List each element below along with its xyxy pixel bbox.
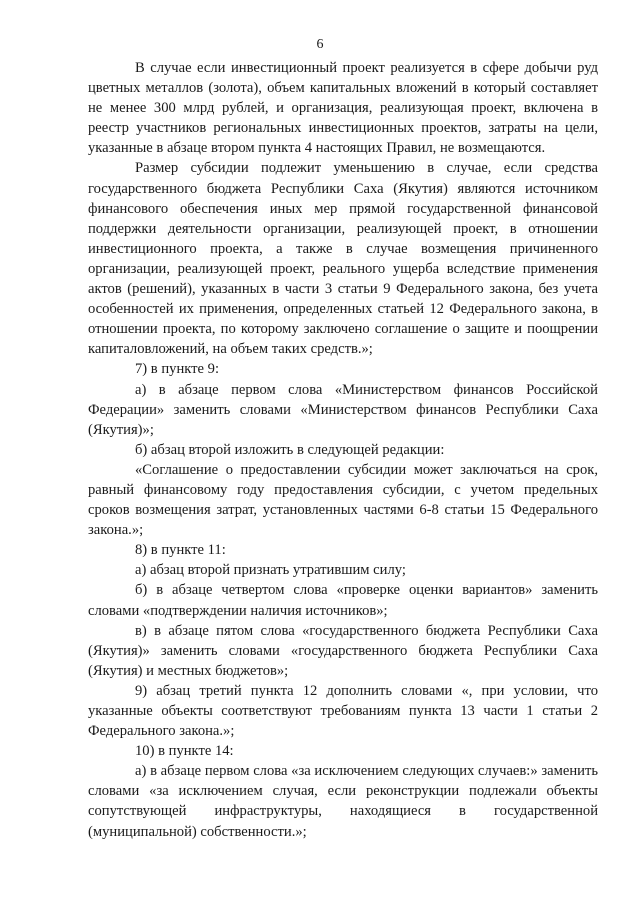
paragraph-item-8v: в) в абзаце пятом слова «государственного бюджета Республики Саха (Якутия)» заменить словами «государственного бюджета Республики Саха (Якутия) и местных бюджетов»;	[88, 622, 598, 679]
document-body	[88, 58, 598, 842]
paragraph-item-9: 9) абзац третий пункта 12 дополнить словами «, при условии, что указанные объекты соответствуют требованиям пункта 13 части 1 статьи 2 Федерального закона.»;	[88, 682, 598, 740]
paragraph-agreement-quote: «Соглашение о предоставлении субсидии может заключаться на срок, равный финансовому году предоставления субсидии, с учетом предельных сроков возмещения затрат, установленных частями 6-8 статьи 15 Федерального закона.»;	[88, 461, 598, 539]
paragraph-item-7: 7) в пункте 9:	[135, 361, 220, 378]
paragraph-item-8a: а) абзац второй признать утратившим силу;	[135, 562, 406, 579]
paragraph-item-7a: а) в абзаце первом слова «Министерством финансов Российской Федерации» заменить словами «Министерством финансов Республики Саха (Якутия)»;	[88, 381, 598, 438]
paragraph-item-10: 10) в пункте 14:	[135, 743, 234, 760]
paragraph-item-7b: б) абзац второй изложить в следующей редакции:	[135, 441, 445, 458]
paragraph-item-8b: б) в абзаце четвертом слова «проверке оценки вариантов» заменить словами «подтверждении наличия источников»;	[88, 582, 598, 619]
paragraph-investment-gold: В случае если инвестиционный проект реализуется в сфере добычи руд цветных металлов (золота), объем капитальных вложений в который составляет не менее 300 млрд рублей, и организация, реализующая проект, включена в реестр участников региональных инвестиционных проектов, затраты на цели, указанные в абзаце втором пункта 4 настоящих Правил, не возмещаются.	[88, 60, 598, 157]
paragraph-item-10a: а) в абзаце первом слова «за исключением следующих случаев:» заменить словами «за исключением случая, если реконструкции подлежали объекты сопутствующей инфраструктуры, находящиеся в государственной (муниципальной) собственности.»;	[88, 763, 598, 840]
paragraph-subsidy-reduction: Размер субсидии подлежит уменьшению в случае, если средства государственного бюджета Республики Саха (Якутия) являются источником финансового обеспечения иных мер прямой государственной финансовой поддержки деятельности организации, реализующей проект, в отношении инвестиционного проекта, а также в случае возмещения причиненного организации, реализующей проект, реального ущерба вследствие применения актов (решений), указанных в части 3 статьи 9 Федерального закона, без учета особенностей их применения, определенных статьей 12 Федерального закона, в отношении проекта, по которому заключено соглашение о защите и поощрении капиталовложений, на объем таких средств.»;	[88, 160, 598, 358]
paragraph-item-8: 8) в пункте 11:	[135, 542, 226, 559]
page-number: 6	[316, 37, 324, 52]
